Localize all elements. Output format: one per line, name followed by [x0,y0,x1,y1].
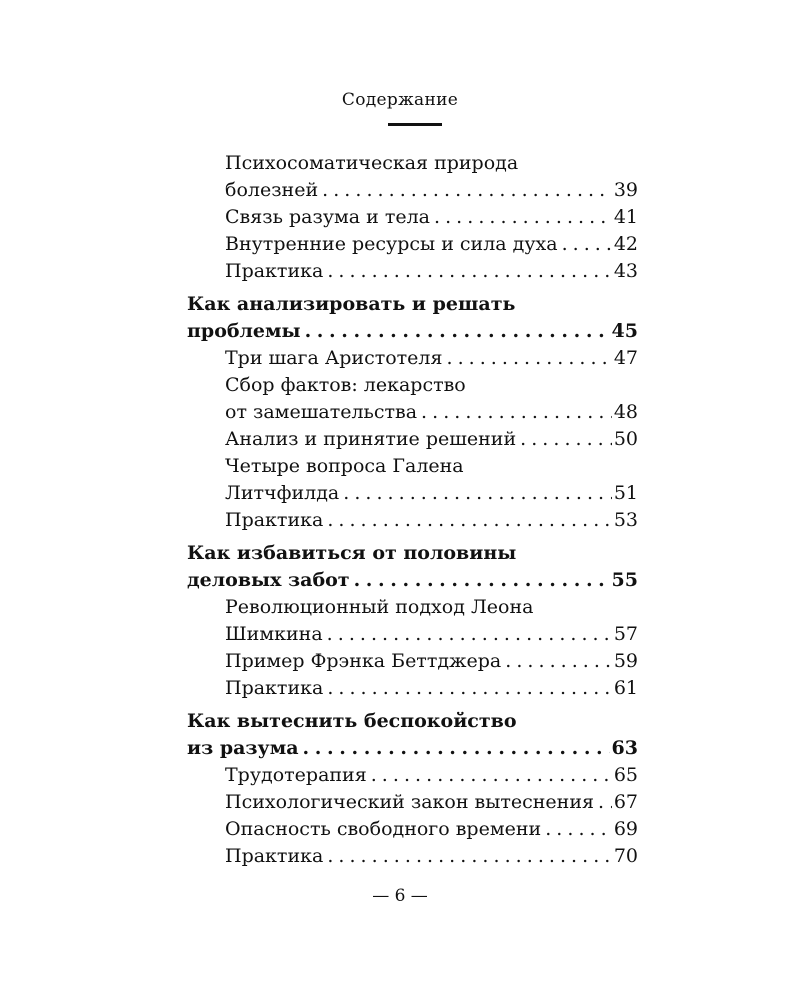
toc-page-number: 59 [613,650,638,672]
toc-entry-title: Три шага Аристотеля [225,347,443,369]
toc-page-number: 69 [613,818,638,840]
toc-entry[interactable] [187,621,638,648]
toc-chapter-line [187,291,638,318]
toc-page-number: 47 [613,347,638,369]
toc-page-number: 67 [613,791,638,813]
toc-entry-title-line: Психосоматическая природа [225,152,519,174]
dot-leader [594,789,612,816]
toc-page-number: 70 [613,845,638,867]
dot-leader [299,735,610,762]
dot-leader [323,258,612,285]
toc-entry-title: Внутренние ресурсы и сила духа [225,233,558,255]
toc-entry-title: Практика [225,845,324,867]
toc-chapter-line [187,540,638,567]
toc-line [187,150,638,177]
toc-page-number: 53 [613,509,638,531]
dot-leader [339,480,612,507]
toc-chapter-title: из разума [187,737,299,759]
toc-entry[interactable] [187,816,638,843]
toc-entry[interactable] [187,843,638,870]
dot-leader [367,762,612,789]
table-of-contents [187,150,638,870]
toc-page-number: 39 [613,179,638,201]
dot-leader [442,345,611,372]
toc-chapter-entry[interactable] [187,318,638,345]
toc-entry[interactable] [187,231,638,258]
dot-leader [516,426,612,453]
toc-entry[interactable] [187,345,638,372]
toc-entry[interactable] [187,426,638,453]
toc-entry[interactable] [187,399,638,426]
toc-entry-title: болезней [225,179,319,201]
page-number-footer: — 6 — [372,886,428,906]
dot-leader [417,399,612,426]
toc-page-number: 51 [613,482,638,504]
toc-entry-title: Практика [225,677,324,699]
toc-entry-title: Практика [225,509,324,531]
toc-entry-title-line: Революционный подход Леона [225,596,534,618]
toc-entry[interactable] [187,204,638,231]
dot-leader [323,675,612,702]
toc-chapter-title: проблемы [187,320,301,342]
toc-page-number: 42 [613,233,638,255]
dot-leader [350,567,610,594]
dot-leader [430,204,612,231]
toc-entry-title: Пример Фрэнка Беттджера [225,650,502,672]
toc-entry-title: Психологический закон вытеснения [225,791,594,813]
toc-chapter-entry[interactable] [187,735,638,762]
toc-chapter-line [187,708,638,735]
toc-page-number: 45 [611,320,638,342]
toc-entry-title: Шимкина [225,623,323,645]
header-rule [388,123,442,126]
toc-page-number: 65 [613,764,638,786]
toc-chapter-title-line: Как анализировать и решать [187,293,516,315]
toc-page-number: 43 [613,260,638,282]
toc-entry-title-line: Сбор фактов: лекарство [225,374,466,396]
dot-leader [323,507,612,534]
toc-entry-title: Литчфилда [225,482,340,504]
dot-leader [318,177,612,204]
toc-entry-title-line: Четыре вопроса Галена [225,455,464,477]
toc-page-number: 48 [613,401,638,423]
toc-entry[interactable] [187,177,638,204]
toc-entry-title: Практика [225,260,324,282]
toc-page-number: 55 [611,569,638,591]
toc-line [187,453,638,480]
dot-leader [323,843,612,870]
toc-entry[interactable] [187,675,638,702]
toc-page-number: 50 [613,428,638,450]
dot-leader [301,318,610,345]
toc-entry[interactable] [187,789,638,816]
toc-chapter-entry[interactable] [187,567,638,594]
toc-entry[interactable] [187,480,638,507]
toc-entry-title: Опасность свободного времени [225,818,542,840]
toc-chapter-title-line: Как избавиться от половины [187,542,517,564]
toc-entry[interactable] [187,507,638,534]
toc-entry-title: Трудотерапия [225,764,367,786]
toc-chapter-title-line: Как вытеснить беспокойство [187,710,517,732]
toc-page-number: 57 [613,623,638,645]
toc-page-number: 61 [613,677,638,699]
toc-entry-title: от замешательства [225,401,418,423]
toc-entry[interactable] [187,258,638,285]
toc-line [187,372,638,399]
toc-entry[interactable] [187,648,638,675]
toc-chapter-title: деловых забот [187,569,350,591]
dot-leader [558,231,612,258]
toc-entry[interactable] [187,762,638,789]
toc-entry-title: Связь разума и тела [225,206,431,228]
toc-entry-title: Анализ и принятие решений [225,428,517,450]
toc-page-number: 41 [613,206,638,228]
dot-leader [501,648,612,675]
dot-leader [541,816,612,843]
running-head-title: Содержание [341,90,459,110]
dot-leader [323,621,612,648]
toc-line [187,594,638,621]
toc-page-number: 63 [611,737,638,759]
